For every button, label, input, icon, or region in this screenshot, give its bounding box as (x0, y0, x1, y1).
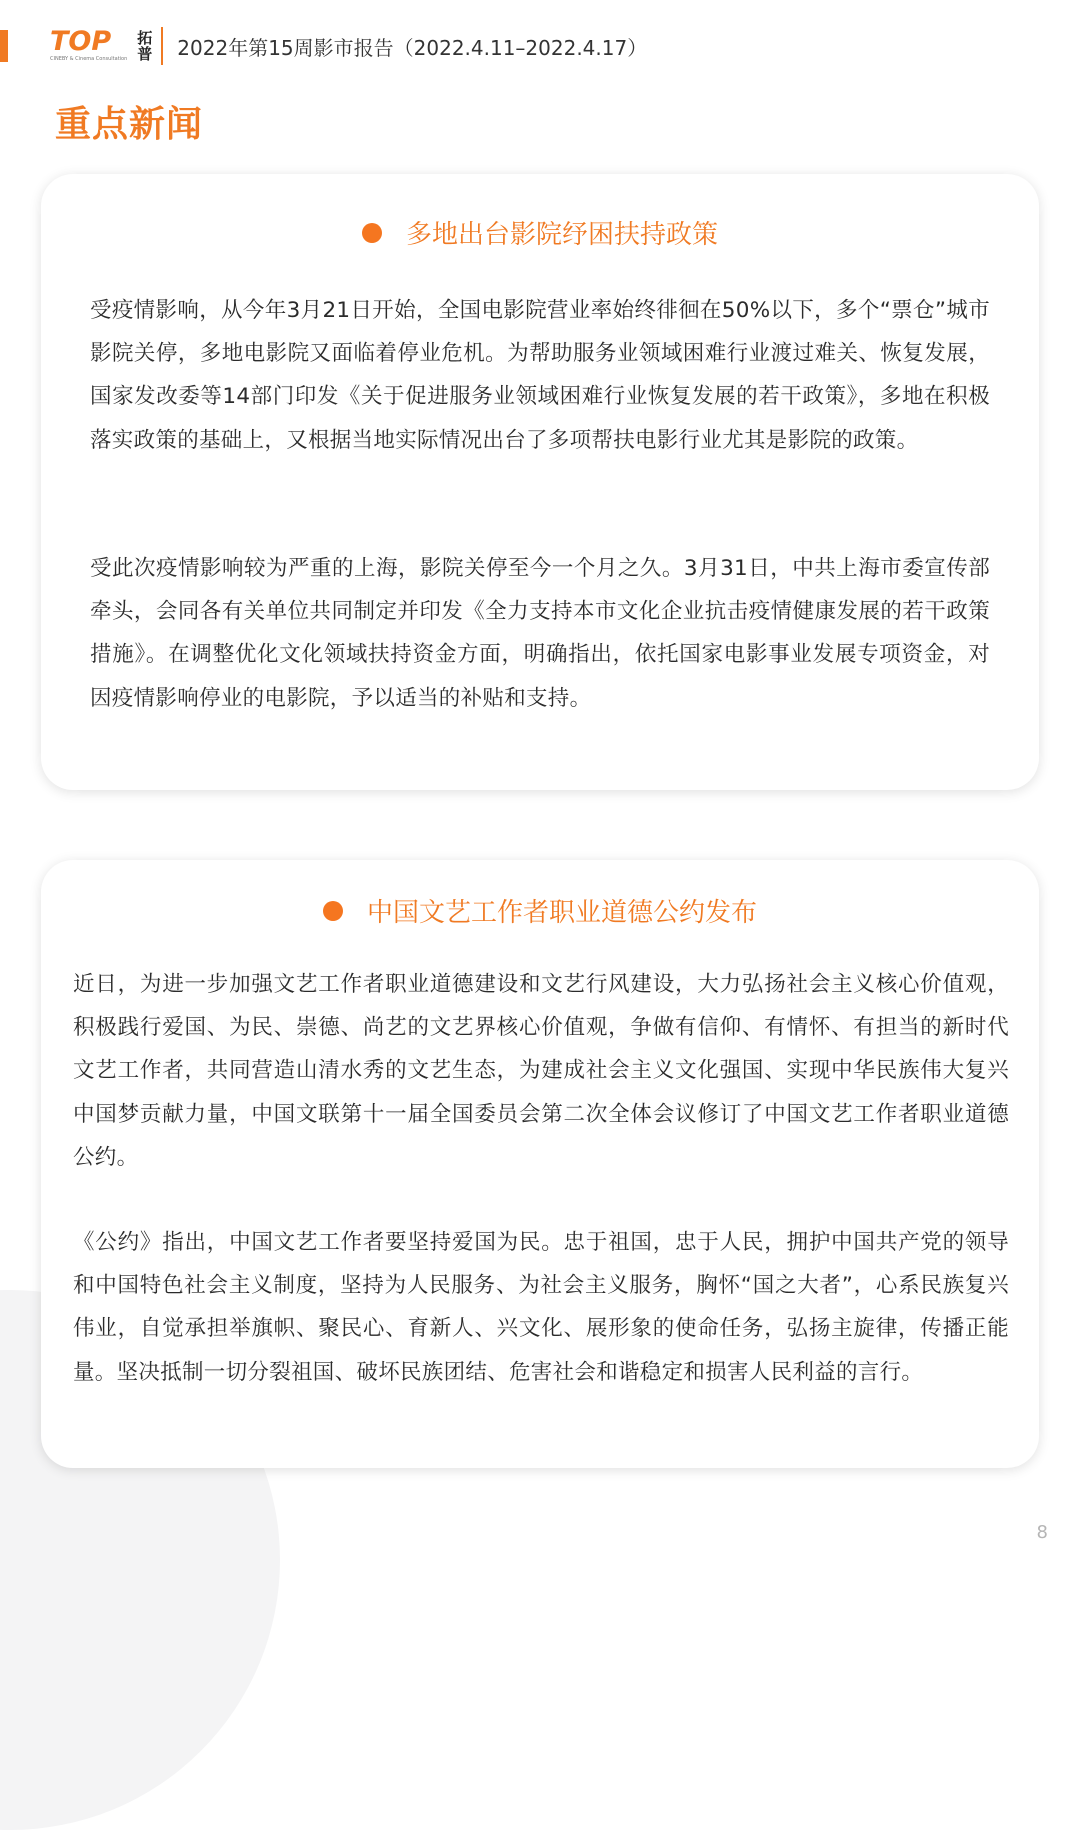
news-heading: 多地出台影院纾困扶持政策 (405, 220, 718, 250)
news-paragraph: 《公约》指出，中国文艺工作者要坚持爱国为民。忠于祖国，忠于人民，拥护中国共产党的领导和中国特色社会主义制度，坚持为人民服务、为社会主义服务，胸怀“国之大者”，心系民族复兴伟业，自觉承担举旗帜、聚民心、育新人、兴文化、展形象的使命任务，弘扬主旋律，传播正能量。坚决抵制一切分裂祖国、破坏民族团结、危害社会和谐稳定和损害人民利益的言行。 (73, 1230, 1009, 1385)
news-card-1 (41, 174, 1039, 790)
page-header (50, 24, 647, 68)
bullet-dot-icon (362, 223, 382, 243)
news-paragraph: 受此次疫情影响较为严重的上海，影院关停至今一个月之久。3月31日，中共上海市委宣传部牵头，会同各有关单位共同制定并印发《全力支持本市文化企业抗击疫情健康发展的若干政策措施》。在调整优化文化领域扶持资金方面，明确指出，依托国家电影事业发展专项资金，对因疫情影响停业的电影院，予以适当的补贴和支持。 (90, 556, 990, 711)
logo-text: TOP (50, 26, 112, 57)
news-heading-row (41, 892, 1039, 929)
brand-logo (50, 26, 128, 63)
logo-subtext: CINEBY & Cinema Consultation (50, 56, 128, 62)
section-title: 重点新闻 (55, 104, 204, 145)
bullet-dot-icon (323, 901, 343, 921)
page-number: 8 (1036, 1522, 1048, 1543)
news-paragraph: 近日，为进一步加强文艺工作者职业道德建设和文艺行风建设，大力弘扬社会主义核心价值观，积极践行爱国、为民、崇德、尚艺的文艺界核心价值观，争做有信仰、有情怀、有担当的新时代文艺工作者，共同营造山清水秀的文艺生态，为建成社会主义文化强国、实现中华民族伟大复兴中国梦贡献力量，中国文联第十一届全国委员会第二次全体会议修订了中国文艺工作者职业道德公约。 (73, 972, 1009, 1170)
accent-bar (0, 30, 8, 62)
header-divider (161, 27, 163, 65)
logo-chinese: 拓普 (137, 29, 153, 63)
news-card-2 (41, 860, 1039, 1468)
news-heading: 中国文艺工作者职业道德公约发布 (366, 898, 757, 928)
news-heading-row (41, 214, 1039, 251)
report-title: 2022年第15周影市报告（2022.4.11–2022.4.17） (177, 35, 648, 60)
news-paragraph: 受疫情影响，从今年3月21日开始，全国电影院营业率始终徘徊在50%以下，多个“票仓”城市影院关停，多地电影院又面临着停业危机。为帮助服务业领域困难行业渡过难关、恢复发展，国家发改委等14部门印发《关于促进服务业领域困难行业恢复发展的若干政策》，多地在积极落实政策的基础上，又根据当地实际情况出台了多项帮扶电影行业尤其是影院的政策。 (90, 298, 990, 453)
